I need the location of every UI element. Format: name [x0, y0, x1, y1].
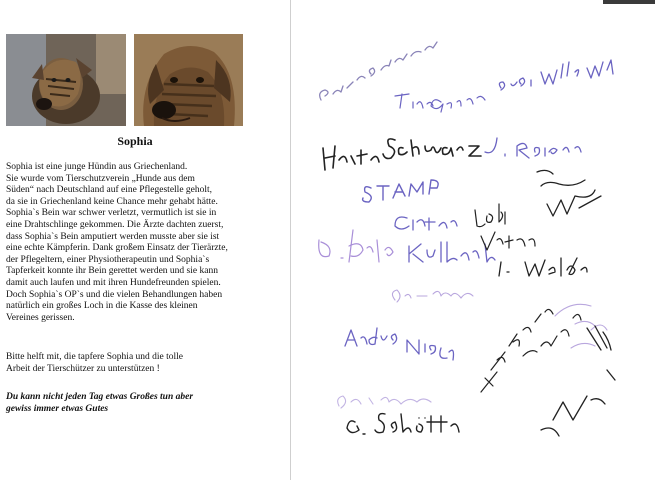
story-paragraph [6, 162, 288, 324]
dog-photo-portrait [134, 34, 243, 126]
signature-faint-purple [319, 230, 393, 262]
appeal-text: Bitte helft mit, die tapfere Sophia und die tolle Arbeit der Tierschützer zu unterstützen ! [6, 352, 184, 374]
dog-photo-lying [6, 34, 126, 126]
signature-lobi-vratner [475, 204, 535, 250]
signature-peter-schwarz [320, 42, 437, 100]
signature-faint-topright [555, 304, 607, 348]
signature-stamp [363, 180, 439, 202]
signature-tina-gerscher [395, 94, 485, 112]
signature-j-reisner [485, 138, 581, 158]
story-text: Sophia ist eine junge Hündin aus Griechenland. Sie wurde vom Tierschutzverein „Hunde aus dem Süden“ nach Deutschland auf eine Pflegestelle geholt, da sie in Griechenland keine Chance mehr gehabt hätte. Sophia`s Bein war schwer verletzt, vermutlich ist sie in eine Drahtschlinge gekommen. Die Ärzte dachten zuerst, dass Sophia`s Bein amputiert werden musste aber sie ist eine echte Kämpferin. Dank großem Einsatz der Tierärzte, der Pflegeltern, einer Physiotherapeutin und Sophia`s Tapferkeit konnte ihr Bein gerettet werden und sie kann damit auch laufen und mit ihren Hundefreunden spielen. Doch Sophia`s OP`s und die vielen Behandlungen haben natürlich ein großes Loch in die Kasse des kleinen Vereines gerissen. [6, 162, 228, 323]
signature-hundeshop [481, 309, 581, 392]
signature-gunter-kulbarth [395, 217, 495, 262]
signature-andrea-niese [345, 328, 454, 360]
document-title: Sophia [117, 134, 153, 148]
signature-g-schotta [347, 414, 459, 434]
signature-herta-schwarz [323, 139, 481, 170]
signature-far-right [541, 326, 615, 436]
signature-faint-bottom [338, 396, 431, 408]
signature-susi-welle [499, 60, 613, 90]
left-page [0, 0, 290, 480]
signature-i-welde [499, 258, 587, 276]
signature-scribble-right [537, 170, 601, 216]
signature-area [291, 0, 655, 480]
signature-faint-middle [392, 290, 473, 302]
motto-text: Du kann nicht jeden Tag etwas Großes tun aber gewiss immer etwas Gutes [6, 392, 194, 414]
